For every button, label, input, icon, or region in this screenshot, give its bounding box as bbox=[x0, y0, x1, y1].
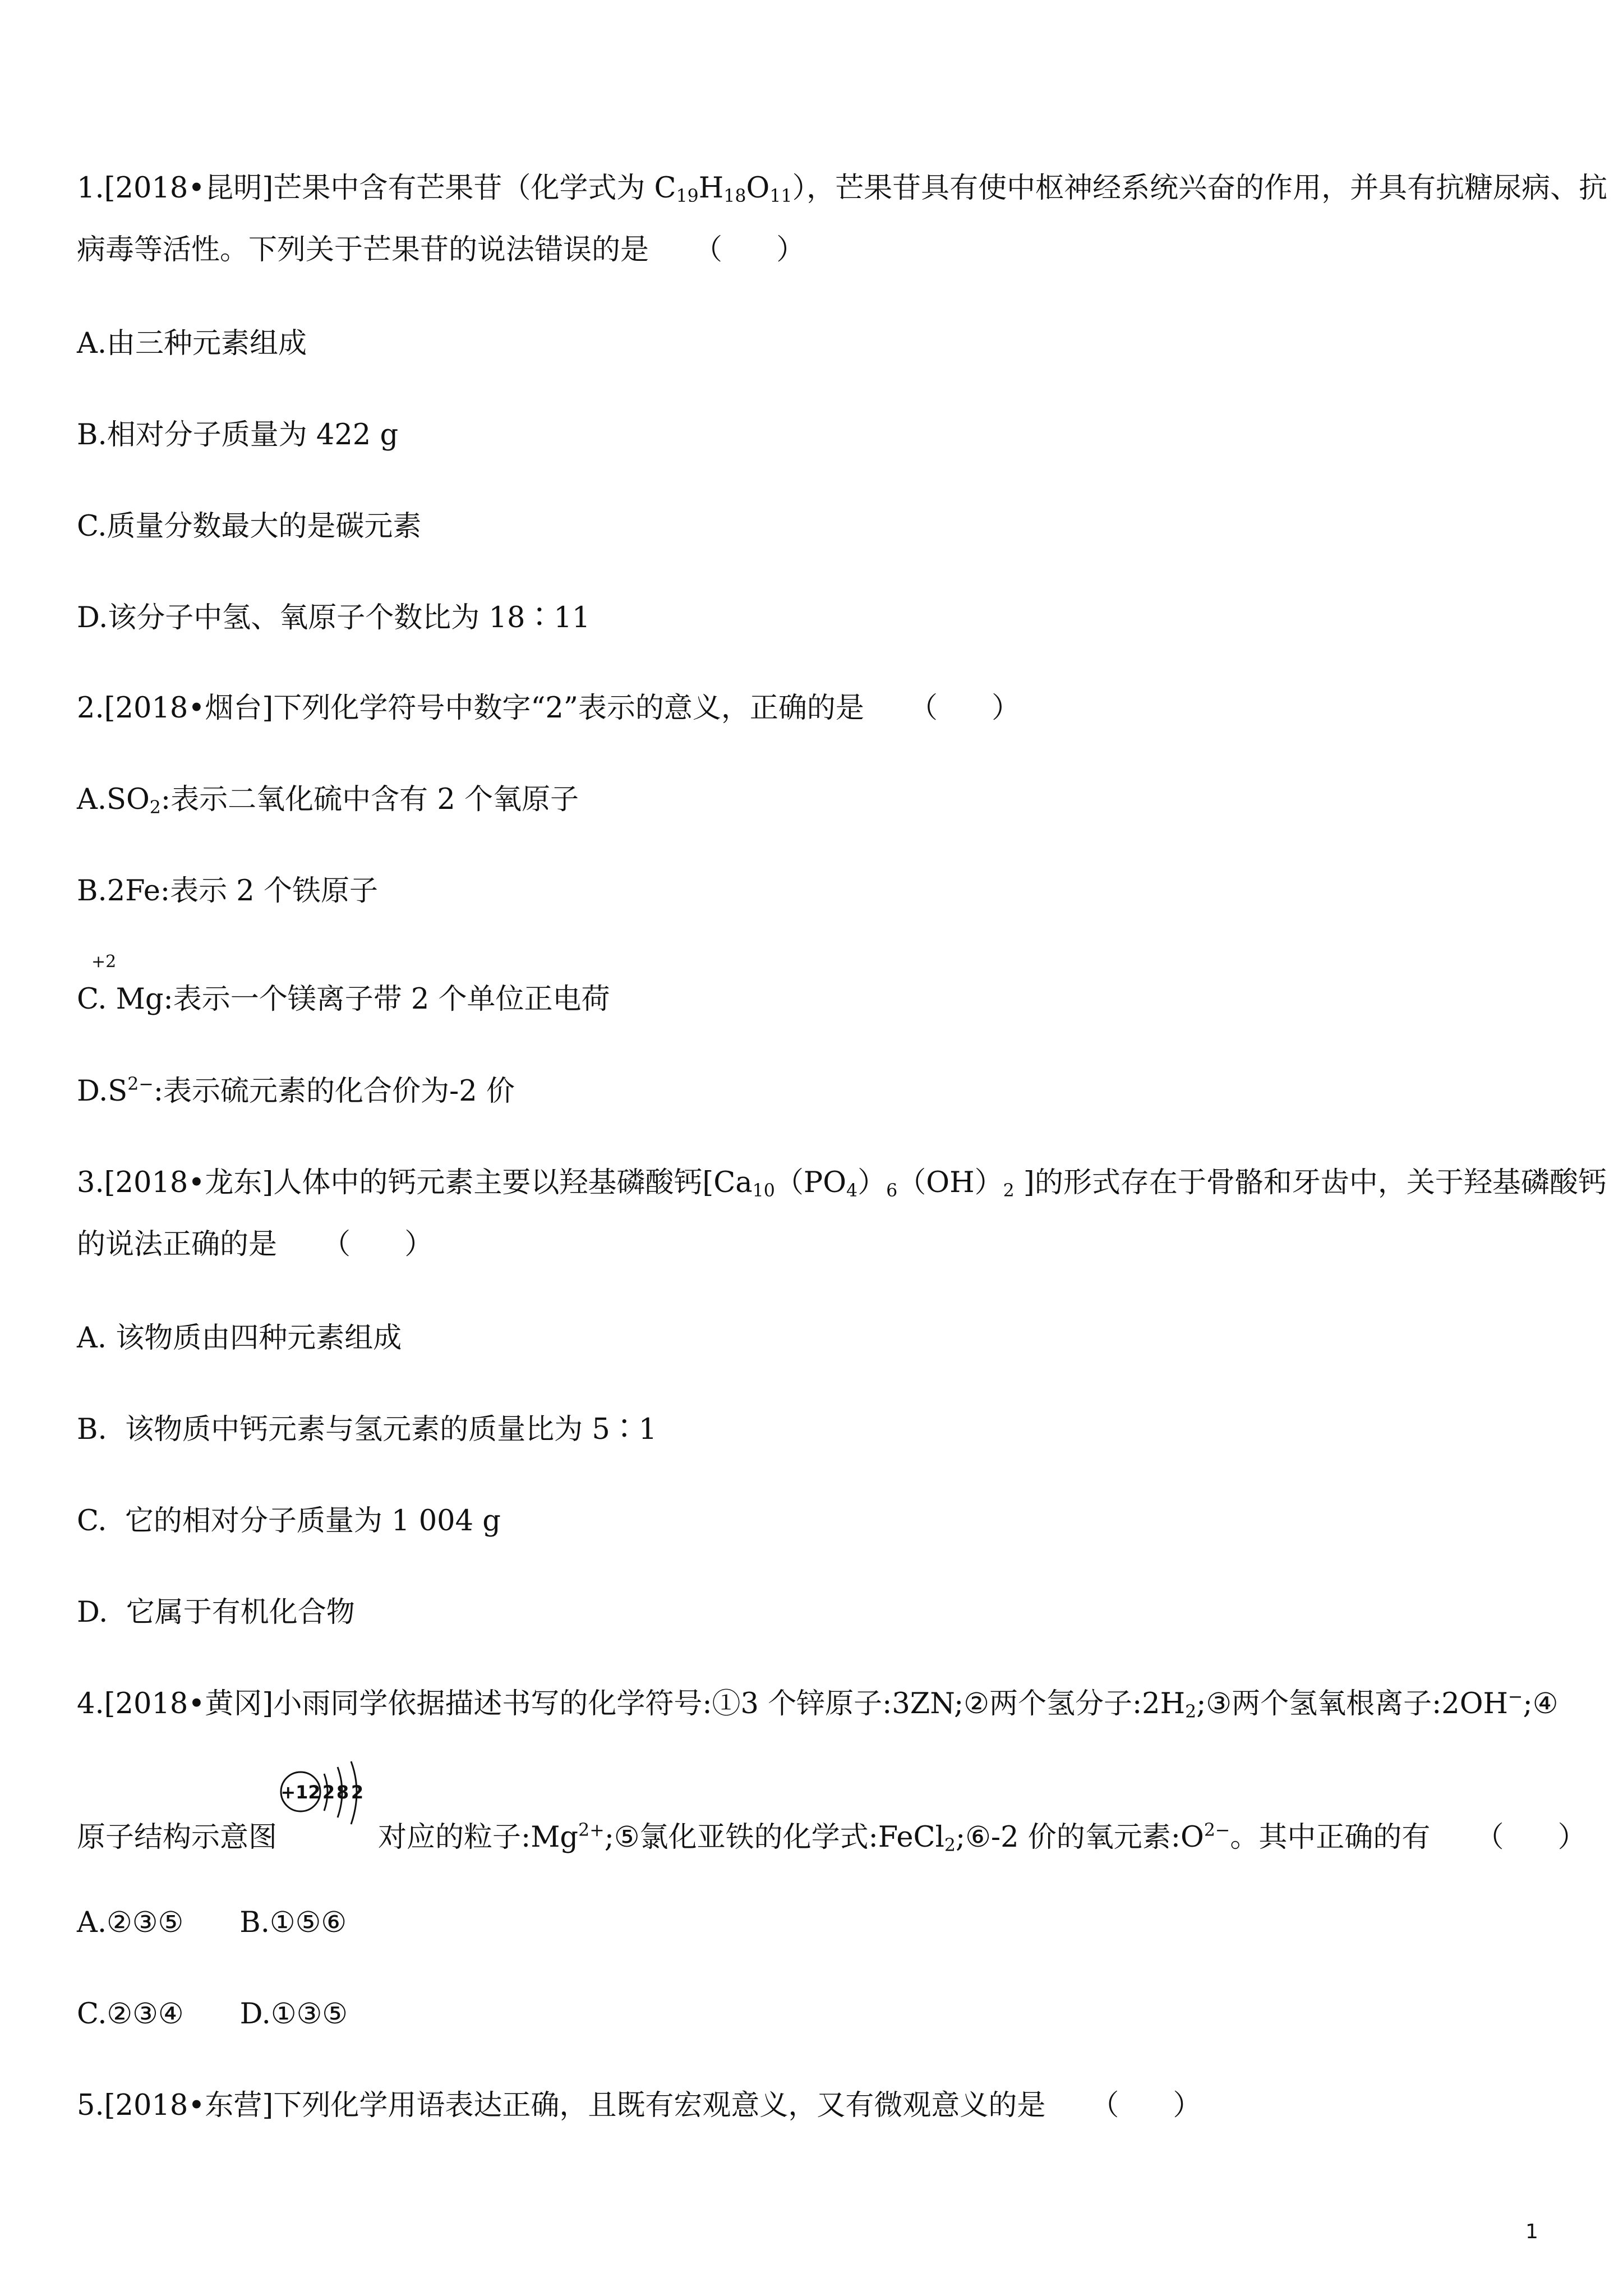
page-number: 1 bbox=[1525, 2220, 1538, 2243]
answer-blank: （ ） bbox=[909, 692, 1043, 725]
q3-stem-line1: 3.[2018•龙东]人体中的钙元素主要以羟基磷酸钙[$Ca_{10}(PO_4)_6(OH)_2$ ]的形式存在于骨骼和牙齿中，关于羟基磷酸钙 bbox=[77, 1166, 1607, 1201]
q2-option-a: $A.SO_2$:表示二氧化硫中含有 2 个氧原子 bbox=[77, 783, 579, 818]
q4-options-row2 bbox=[77, 1998, 348, 2031]
answer-blank: （ ） bbox=[1090, 2089, 1224, 2122]
shell-electrons-3: 2 bbox=[351, 1782, 364, 1803]
q2-stem: 2.[2018•烟台]下列化学符号中数字“2”表示的意义，正确的是 （ ） bbox=[77, 692, 1043, 725]
q1-stem-line1: 1.[2018•昆明]芒果中含有芒果苷（化学式为 $C_{19}H_{18}O_{11}$），芒果苷具有使中枢神经系统兴奋的作用，并具有抗糖尿病、抗 bbox=[77, 172, 1608, 206]
q4-stem-line1: 4.[2018•黄冈]小雨同学依据描述书写的化学符号:①3 个锌原子:3ZN;②两个氢分子$:2H_2;③$两个氢氧根离子:2OH−;④ bbox=[77, 1687, 1559, 1722]
answer-blank: （ ） bbox=[694, 233, 828, 266]
q4-option-d: D.①③⑤ bbox=[239, 1998, 348, 2031]
q2-option-b: B.2Fe:表示 2 个铁原子 bbox=[77, 875, 378, 908]
q3-option-b: B. 该物质中钙元素与氢元素的质量比为 5∶1 bbox=[77, 1413, 657, 1446]
answer-blank: （ ） bbox=[322, 1228, 456, 1261]
q4-option-b: B.①⑤⑥ bbox=[239, 1906, 347, 1939]
q5-stem: 5.[2018•东营]下列化学用语表达正确，且既有宏观意义，又有微观意义的是 （ ） bbox=[77, 2089, 1224, 2122]
shell-electrons-2: 8 bbox=[336, 1782, 349, 1803]
q1-option-a: A.由三种元素组成 bbox=[77, 327, 307, 360]
answer-blank: （ ） bbox=[1475, 1821, 1609, 1854]
q4-option-a: A.②③⑤ bbox=[77, 1906, 184, 1939]
q3-option-a: A. 该物质由四种元素组成 bbox=[77, 1322, 402, 1355]
q3-option-d: D. 它属于有机化合物 bbox=[77, 1596, 355, 1629]
valence-mark: +2 bbox=[91, 952, 117, 972]
q4-stem-line2: 原子结构示意图 对应的粒子$:Mg^{2+};⑤$氯化亚铁的化学式:FeCl$_2$;⑥-2 价的氧元素$:O^{2-}$。其中正确的有 （ ） bbox=[77, 1820, 1609, 1856]
q1-option-c: C.质量分数最大的是碳元素 bbox=[77, 510, 422, 543]
q4-option-c: C.②③④ bbox=[77, 1998, 184, 2031]
q4-options-row1 bbox=[77, 1908, 347, 1937]
shell-electrons-1: 2 bbox=[322, 1782, 335, 1803]
q1-option-d: D.该分子中氢、氧原子个数比为 18∶11 bbox=[77, 601, 591, 634]
q3-option-c: C. 它的相对分子质量为 1 004 g bbox=[77, 1504, 501, 1538]
q1-option-b: B.相对分子质量为 422 g bbox=[77, 418, 399, 452]
nucleus-charge: +12 bbox=[280, 1782, 321, 1803]
q1-stem-line2: 病毒等活性。下列关于芒果苷的说法错误的是 （ ） bbox=[77, 233, 828, 266]
q2-option-d: $D.S^{2-}$:表示硫元素的化合价为-2 价 bbox=[77, 1074, 515, 1108]
q3-stem-line2: 的说法正确的是 （ ） bbox=[77, 1228, 456, 1261]
q2-option-c: C. M +2 g:表示一个镁离子带 2 个单位正电荷 bbox=[77, 952, 610, 1016]
